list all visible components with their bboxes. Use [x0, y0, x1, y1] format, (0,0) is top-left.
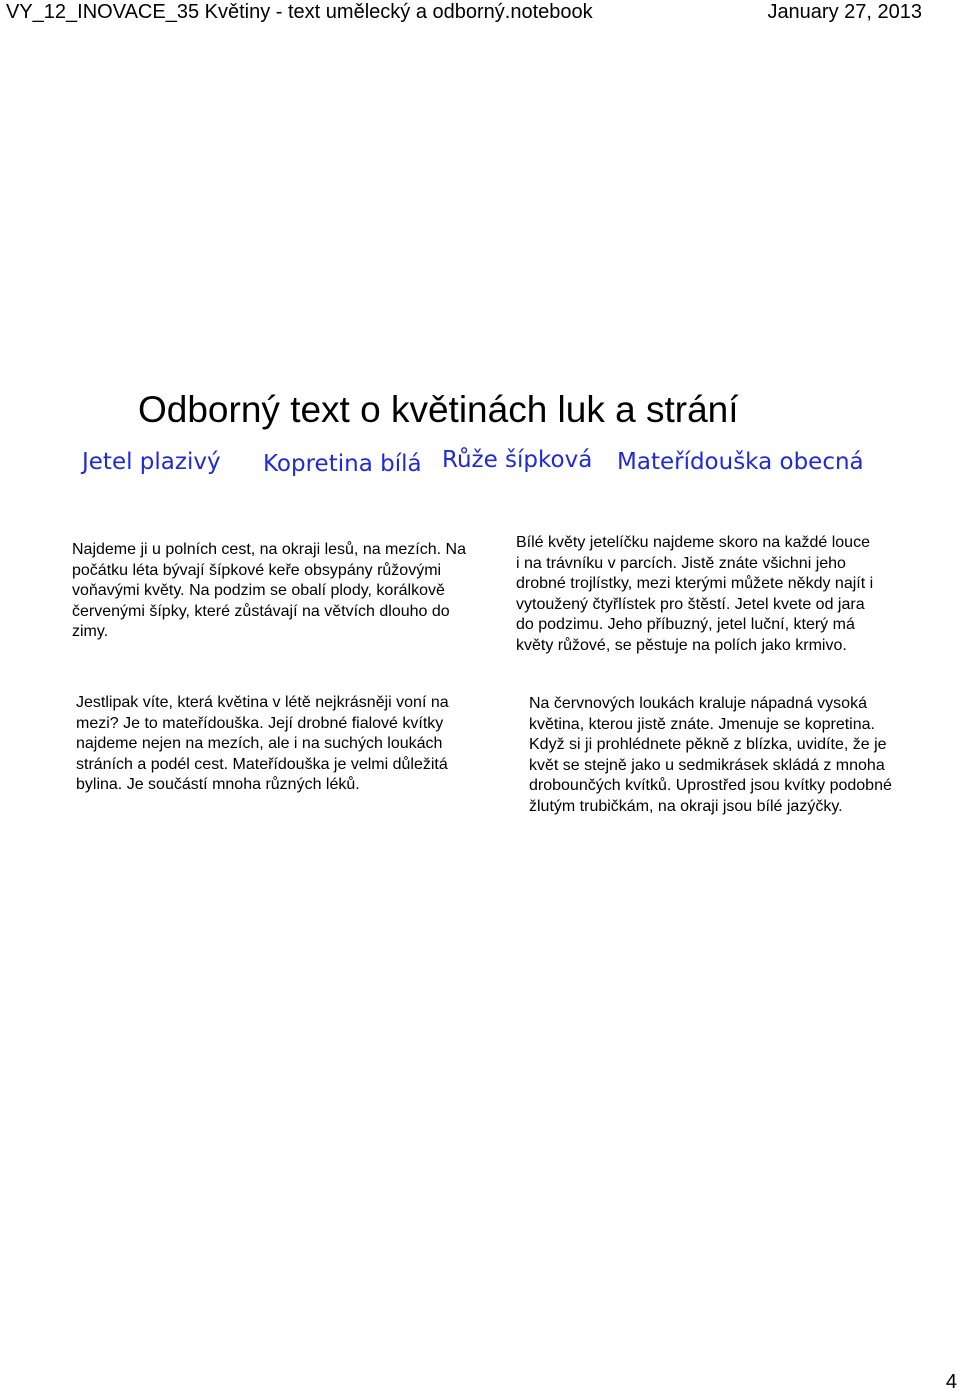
- text-box-daisy: Na červnových loukách kraluje nápadná vysoká květina, kterou jistě znáte. Jmenuje se kopretina. Když si ji prohlédnete pěkně z blízka, uvidíte, že je květ se stejně jako u sedmikrásek skládá z mnoha drobounčých kvítků. Uprostřed jsou kvítky podobné žlutým trubičkám, na okraji jsou bílé jazýčky.: [529, 695, 892, 815]
- text-box-clover: Bílé květy jetelíčku najdeme skoro na každé louce i na trávníku v parcích. Jistě znáte všichni jeho drobné trojlístky, mezi kterými můžete někdy najít i vytoužený čtyřlístek pro štěstí. Jetel kvete od jara do podzimu. Jeho příbuzný, jetel luční, který má květy růžové, se pěstuje na polích jako krmivo.: [516, 534, 874, 654]
- flower-label-clover: Jetel plazivý: [82, 449, 221, 475]
- flower-label-daisy: Kopretina bílá: [263, 451, 422, 477]
- page-number: 4: [945, 1371, 957, 1393]
- notebook-date: January 27, 2013: [767, 1, 922, 23]
- flower-label-thyme: Mateřídouška obecná: [617, 449, 864, 475]
- text-box-rose: Najdeme ji u polních cest, na okraji lesů, na mezích. Na počátku léta bývají šípkové keře obsypány růžovými voňavými květy. Na podzim se obalí plody, korálkově červenými šípky, které zůstávají na větvích dlouho do zimy.: [72, 541, 466, 640]
- text-box-thyme: Jestlipak víte, která květina v létě nejkrásněji voní na mezi? Je to mateřídouška. Její drobné fialové kvítky najdeme nejen na mezích, ale i na suchých loukách stráních a podél cest. Mateřídouška je velmi důležitá bylina. Je součástí mnoha různých léků.: [76, 694, 449, 793]
- flower-label-rose: Růže šípková: [442, 447, 593, 473]
- page-title: Odborný text o květinách luk a strání: [138, 389, 739, 430]
- notebook-filename: VY_12_INOVACE_35 Květiny - text umělecký a odborný.notebook: [6, 1, 593, 23]
